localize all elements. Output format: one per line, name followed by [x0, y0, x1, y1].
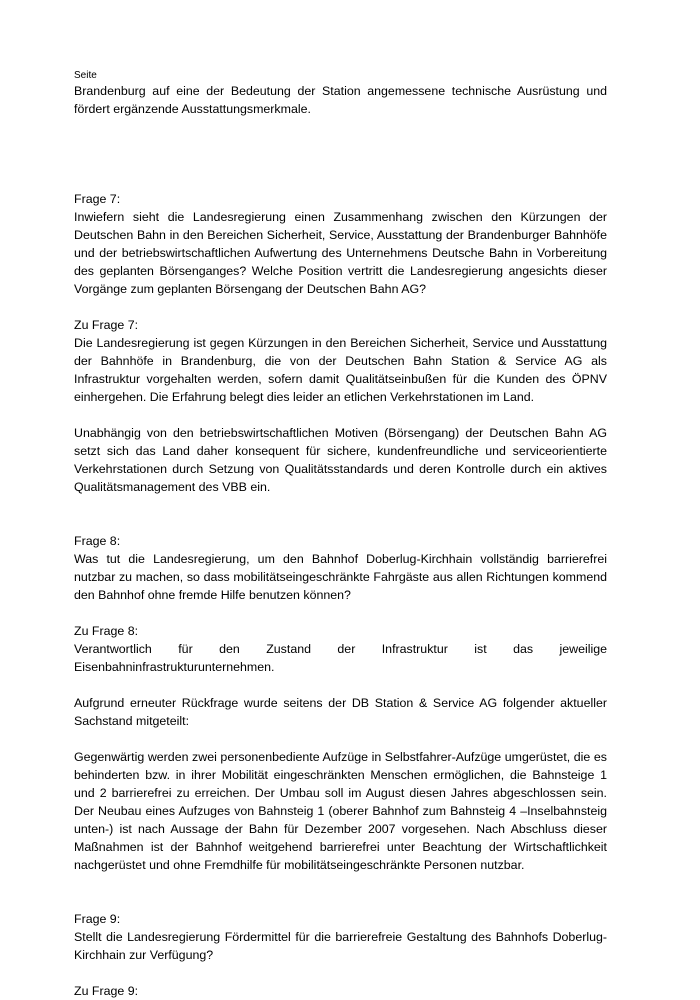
question-7-text: Inwiefern sieht die Landesregierung einen Zusammenhang zwischen den Kürzungen der Deutschen Bahn in den Bereichen Sicherheit, Service, Ausstattung der Brandenburger Bahnhöfe und der betriebswirtschaftlichen Aufwertung des Unternehmens Deutsche Bahn in Vorbereitung des geplanten Börsenganges? Welche Position vertritt die Landesregierung angesichts dieser Vorgänge zum geplanten Börsengang der Deutschen Bahn AG?: [74, 210, 607, 296]
answer-8-paragraph-3: Gegenwärtig werden zwei personenbediente Aufzüge in Selbstfahrer-Aufzüge umgerüstet, die es behinderten bzw. in ihrer Mobilität eingeschränkten Menschen ermöglichen, die Bahnsteige 1 und 2 barrierefrei zu erreichen. Der Umbau soll im August diesen Jahres abgeschlossen sein. Der Neubau eines Aufzuges von Bahnsteig 1 (oberer Bahnhof zum Bahnsteig 4 –Inselbahnsteig unten-) ist nach Aussage der Bahn für Dezember 2007 vorgesehen. Nach Abschluss dieser Maßnahmen ist der Bahnhof weitgehend barrierefrei unter Beachtung der Wirtschaftlichkeit nachgerüstet und ohne Fremdhilfe für mobilitätseingeschränkte Personen nutzbar.: [74, 750, 607, 872]
spacer: [74, 730, 607, 748]
answer-8-paragraph-1: Verantwortlich für den Zustand der Infrastruktur ist das jeweilige Eisenbahninfrastrukturunternehmen.: [74, 642, 607, 674]
answer-7-heading: Zu Frage 7:: [74, 318, 139, 332]
spacer: [74, 676, 607, 694]
spacer: [74, 406, 607, 424]
question-9-heading: Frage 9:: [74, 912, 121, 926]
answer-7-paragraph-2: Unabhängig von den betriebswirtschaftlichen Motiven (Börsengang) der Deutschen Bahn AG setzt sich das Land daher konsequent für sichere, kundenfreundliche und serviceorientierte Verkehrstationen durch Setzung von Qualitätsstandards und deren Kontrolle durch ein aktives Qualitätsmanagement des VBB ein.: [74, 426, 607, 494]
question-7-heading: Frage 7:: [74, 192, 121, 206]
spacer: [74, 604, 607, 622]
answer-8-paragraph-2: Aufgrund erneuter Rückfrage wurde seitens der DB Station & Service AG folgender aktueller Sachstand mitgeteilt:: [74, 696, 607, 728]
spacer: [74, 874, 607, 910]
intro-paragraph: Brandenburg auf eine der Bedeutung der Station angemessene technische Ausrüstung und fördert ergänzende Ausstattungsmerkmale.: [74, 84, 607, 116]
answer-9-heading: Zu Frage 9:: [74, 984, 139, 998]
answer-8-heading: Zu Frage 8:: [74, 624, 139, 638]
spacer: [74, 496, 607, 532]
question-8-heading: Frage 8:: [74, 534, 121, 548]
question-8-text: Was tut die Landesregierung, um den Bahnhof Doberlug-Kirchhain vollständig barrierefrei nutzbar zu machen, so dass mobilitätseingeschränkte Fahrgäste aus allen Richtungen kommend den Bahnhof ohne fremde Hilfe benutzen können?: [74, 552, 607, 602]
page-label: Seite: [74, 70, 97, 81]
spacer: [74, 298, 607, 316]
spacer: [74, 964, 607, 982]
spacer: [74, 118, 607, 190]
question-9-text: Stellt die Landesregierung Fördermittel für die barrierefreie Gestaltung des Bahnhofs Doberlug-Kirchhain zur Verfügung?: [74, 930, 607, 962]
answer-7-paragraph-1: Die Landesregierung ist gegen Kürzungen in den Bereichen Sicherheit, Service und Ausstattung der Bahnhöfe in Brandenburg, die von der Deutschen Bahn Station & Service AG als Infrastruktur vorgehalten werden, sofern damit Qualitätseinbußen für die Kunden des ÖPNV einhergehen. Die Erfahrung belegt dies leider an etlichen Verkehrstationen im Land.: [74, 336, 607, 404]
document-page: [74, 70, 607, 1000]
